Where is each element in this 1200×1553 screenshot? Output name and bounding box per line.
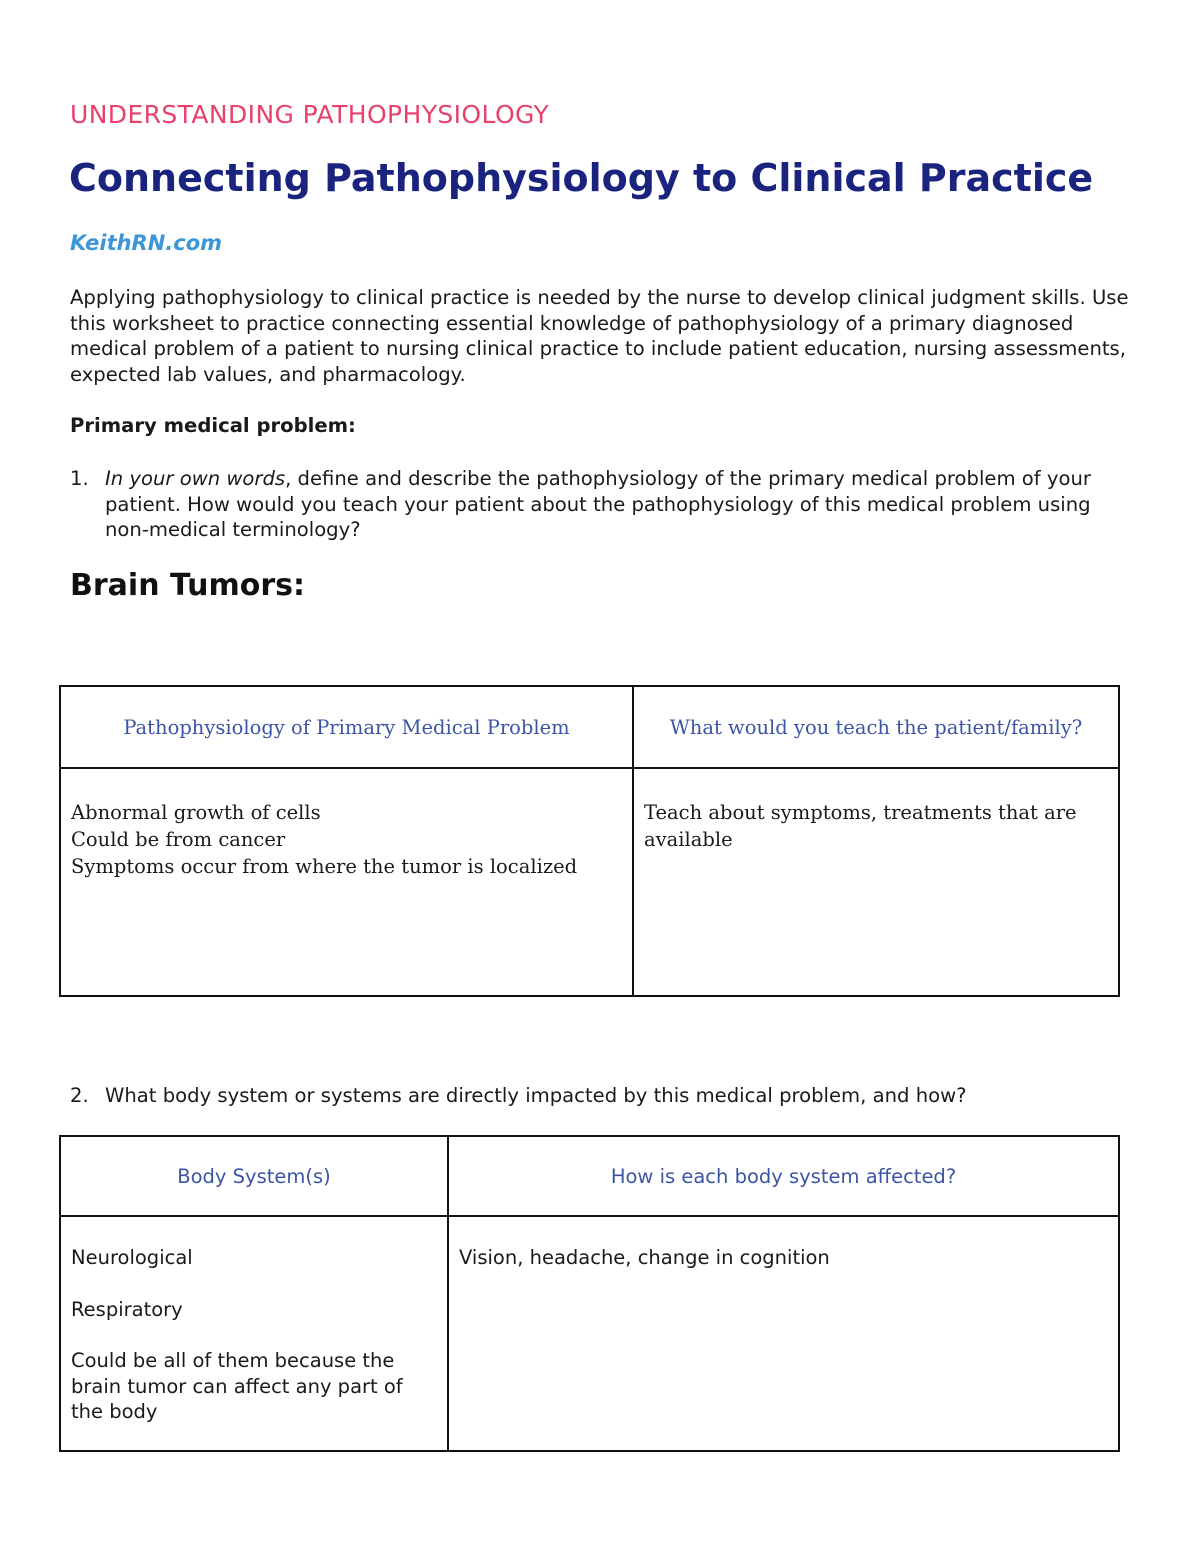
table1-line: Could be from cancer (71, 828, 286, 851)
table2-header-systems: Body System(s) (60, 1136, 448, 1216)
primary-problem-label: Primary medical problem: (70, 414, 356, 437)
section-kicker: UNDERSTANDING PATHOPHYSIOLOGY (70, 100, 550, 129)
question-1-text (105, 466, 1130, 543)
table2-cell-systems (60, 1216, 448, 1451)
table2-system-item: Could be all of them because the brain tumor can affect any part of the body (71, 1349, 403, 1424)
table1-teach-text: Teach about symptoms, treatments that are available (644, 801, 1077, 851)
question-2-text: What body system or systems are directly impacted by this medical problem, and how? (105, 1084, 967, 1107)
table2-header-effects: How is each body system affected? (448, 1136, 1119, 1216)
page-title: Connecting Pathophysiology to Clinical Practice (69, 156, 1094, 200)
table1-header-pathophysiology: Pathophysiology of Primary Medical Problem (60, 686, 633, 768)
question-1 (70, 466, 1130, 543)
pathophysiology-table (59, 685, 1120, 997)
table2-effects-text: Vision, headache, change in cognition (459, 1246, 830, 1269)
body-systems-table (59, 1135, 1120, 1452)
table1-line: Symptoms occur from where the tumor is localized (71, 855, 578, 878)
table2-cell-effects (448, 1216, 1119, 1451)
table1-line: Abnormal growth of cells (71, 801, 321, 824)
intro-paragraph: Applying pathophysiology to clinical practice is needed by the nurse to develop clinical judgment skills. Use this worksheet to practice connecting essential knowledge of pathophysiology of a primary diagnosed medical problem of a patient to nursing clinical practice to include patient education, nursing assessments, expected lab values, and pharmacology. (70, 286, 1129, 386)
table2-system-item: Neurological (71, 1246, 193, 1269)
table2-system-item: Respiratory (71, 1297, 183, 1321)
table1-cell-pathophysiology (60, 768, 633, 996)
site-link[interactable]: KeithRN.com (70, 231, 223, 255)
question-1-italic: In your own words (105, 467, 286, 490)
question-2 (70, 1083, 1130, 1109)
section-heading: Brain Tumors: (70, 568, 306, 603)
question-2-number: 2. (70, 1084, 89, 1107)
question-1-number: 1. (70, 467, 89, 490)
table1-header-teach: What would you teach the patient/family? (633, 686, 1119, 768)
table1-cell-teach (633, 768, 1119, 996)
question-1-rest: , define and describe the pathophysiology of the primary medical problem of your patient. How would you teach your patient about the pathophysiology of this medical problem using non-medical terminology? (105, 467, 1091, 542)
